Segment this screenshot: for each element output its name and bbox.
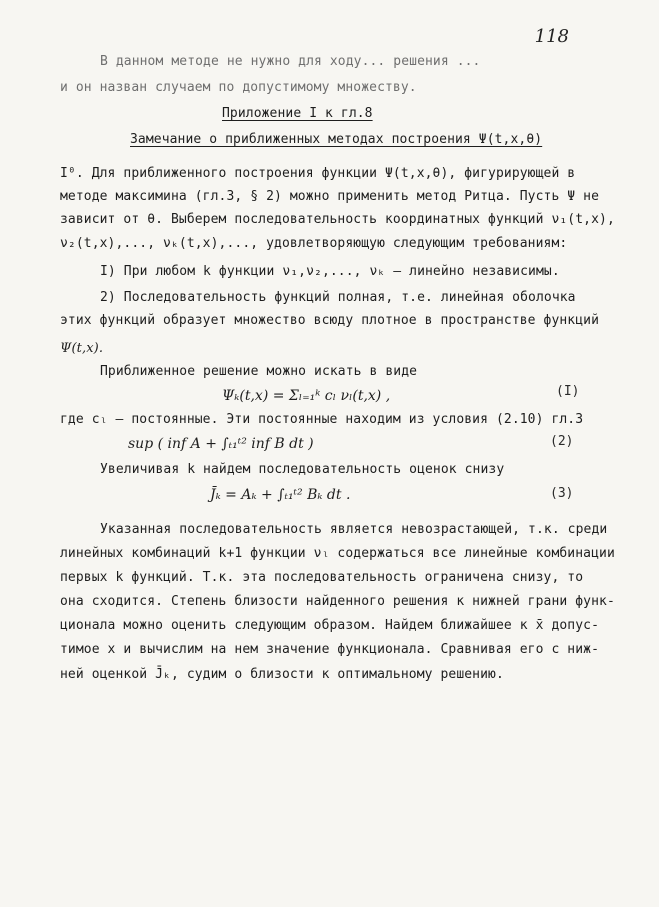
para1-line-1: I⁰. Для приближенного построения функции Ψ(t,x,θ), фигурирующей в	[60, 166, 576, 181]
page-number: 118	[534, 26, 569, 47]
requirement-1: I) При любом k функции ν₁,ν₂,..., νₖ – линейно независимы.	[100, 264, 560, 279]
equation-3-number: (3)	[550, 486, 574, 501]
requirement-2-cont: этих функций образует множество всюду плотное в пространстве функций	[60, 313, 600, 328]
appendix-title: Приложение I к гл.8	[222, 106, 373, 121]
intro-line-2: и он назван случаем по допустимому множеству.	[60, 80, 417, 95]
equation-1: Ψₖ(t,x) = Σₗ₌₁ᵏ cₗ νₗ(t,x) ,	[222, 388, 391, 404]
para1-line-2: методе максимина (гл.3, § 2) можно применить метод Ритца. Пусть Ψ не	[60, 189, 600, 204]
requirement-2: 2) Последовательность функций полная, т.е. линейная оболочка	[100, 290, 576, 305]
requirement-2-end: Ψ(t,x).	[60, 341, 104, 356]
equation-2: sup ( inf A + ∫ₜ₁ᵗ² inf B dt )	[128, 436, 314, 452]
appendix-subtitle: Замечание о приближенных методах построения Ψ(t,x,θ)	[130, 132, 543, 147]
para3-line-7: ней оценкой J̄ₖ, судим о близости к оптимальному решению.	[60, 667, 504, 682]
para3-line-4: она сходится. Степень близости найденного решения к нижней грани функ-	[60, 594, 615, 609]
para2-where: где cₗ – постоянные. Эти постоянные находим из условия (2.10) гл.3	[60, 412, 584, 427]
para3-line-1: Указанная последовательность является невозрастающей, т.к. среди	[100, 522, 608, 537]
para1-line-4: ν₂(t,x),..., νₖ(t,x),..., удовлетворяющую следующим требованиям:	[60, 236, 568, 251]
para1-line-3: зависит от θ. Выберем последовательность координатных функций ν₁(t,x),	[60, 212, 615, 227]
equation-1-number: (I)	[556, 384, 580, 399]
para3-line-2: линейных комбинаций k+1 функции νₗ содержаться все линейные комбинации	[60, 546, 615, 561]
para2-text: Приближенное решение можно искать в виде	[100, 364, 418, 379]
intro-line-1: В данном методе не нужно для ходу... решения ...	[100, 54, 481, 69]
equation-2-number: (2)	[550, 434, 574, 449]
para3-line-6: тимое x и вычислим на нем значение функционала. Сравнивая его с ниж-	[60, 642, 600, 657]
para2-increase: Увеличивая k найдем последовательность оценок снизу	[100, 462, 505, 477]
para3-line-3: первых k функций. Т.к. эта последовательность ограничена снизу, то	[60, 570, 584, 585]
equation-3: J̄ₖ = Aₖ + ∫ₜ₁ᵗ² Bₖ dt .	[210, 487, 351, 503]
para3-line-5: ционала можно оценить следующим образом. Найдем ближайшее к x̄ допус-	[60, 618, 600, 633]
